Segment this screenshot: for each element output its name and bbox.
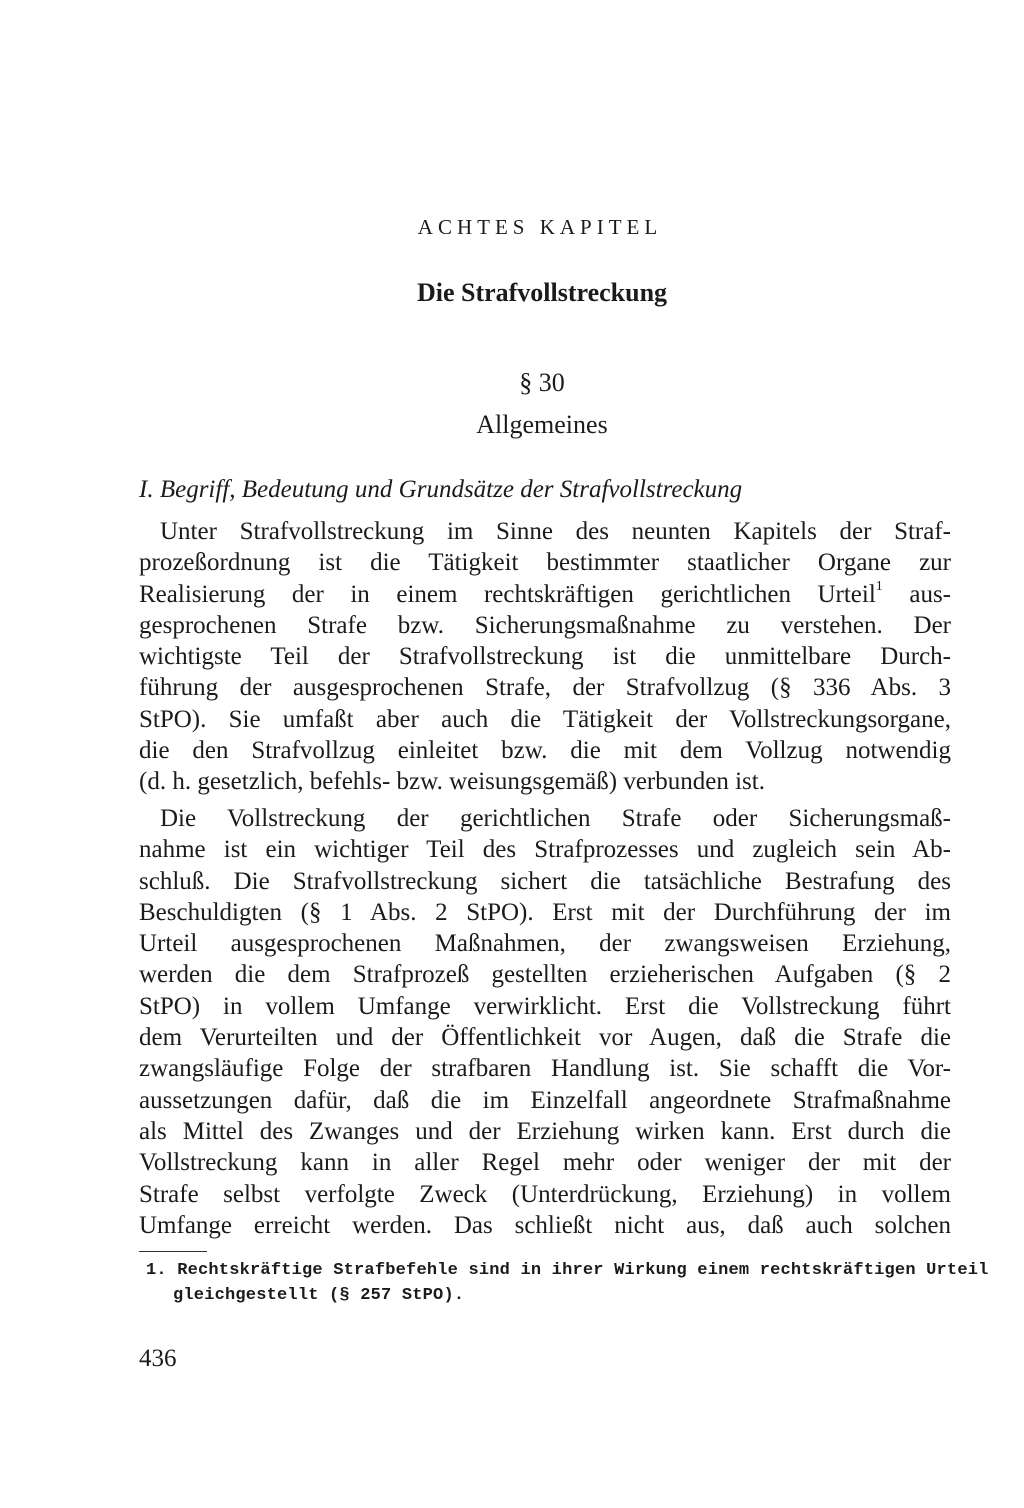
text-line: Vollstreckung kann in aller Regel mehr oder weniger der mit der bbox=[139, 1149, 951, 1177]
text-line: als Mittel des Zwanges und der Erziehung wirken kann. Erst durch die bbox=[139, 1117, 951, 1145]
text-line: wichtigste Teil der Strafvollstreckung ist die unmittelbare Durch- bbox=[139, 643, 951, 671]
text-line: Strafe selbst verfolgte Zweck (Unterdrückung, Erziehung) in vollem bbox=[139, 1180, 951, 1208]
footnote bbox=[146, 1258, 989, 1308]
text-line: prozeßordnung ist die Tätigkeit bestimmter staatlicher Organe zur bbox=[139, 549, 951, 577]
chapter-label: ACHTES KAPITEL bbox=[417, 215, 663, 239]
chapter-title: Die Strafvollstreckung bbox=[416, 278, 668, 307]
text-line: Umfange erreicht werden. Das schließt nicht aus, daß auch solchen bbox=[139, 1211, 951, 1239]
text-line: Urteil ausgesprochenen Maßnahmen, der zwangsweisen Erziehung, bbox=[139, 930, 951, 958]
text-line: Beschuldigten (§ 1 Abs. 2 StPO). Erst mit der Durchführung der im bbox=[139, 898, 951, 926]
text-line: Die Vollstreckung der gerichtlichen Strafe oder Sicherungsmaß- bbox=[160, 805, 951, 832]
text-line: Unter Strafvollstreckung im Sinne des neunten Kapitels der Straf- bbox=[160, 518, 951, 545]
text-line: aussetzungen dafür, daß die im Einzelfall angeordnete Strafmaßnahme bbox=[139, 1086, 951, 1114]
paragraph-1 bbox=[139, 516, 951, 798]
footnote-divider bbox=[139, 1251, 207, 1252]
paragraph-2 bbox=[139, 803, 951, 1241]
text-line: dem Verurteilten und der Öffentlichkeit vor Augen, daß die Strafe die bbox=[139, 1024, 951, 1052]
text-line: gesprochenen Strafe bzw. Sicherungsmaßnahme zu verstehen. Der bbox=[139, 611, 951, 639]
text-line: zwangsläufige Folge der strafbaren Handlung ist. Sie schafft die Vor- bbox=[139, 1055, 951, 1083]
text-fragment: Realisierung der in einem rechtskräftigen gerichtlichen Urteil bbox=[139, 580, 876, 608]
footnote-line: gleichgestellt (§ 257 StPO). bbox=[173, 1286, 465, 1305]
text-line: führung der ausgesprochenen Strafe, der Strafvollzug (§ 336 Abs. 3 bbox=[139, 674, 951, 702]
text-line: schluß. Die Strafvollstreckung sichert die tatsächliche Bestrafung des bbox=[139, 867, 951, 895]
text-line: die den Strafvollzug einleitet bzw. die mit dem Vollzug notwendig bbox=[139, 737, 951, 765]
page-number: 436 bbox=[139, 1345, 177, 1372]
footnote-reference[interactable]: 1 bbox=[875, 579, 883, 595]
text-line: nahme ist ein wichtiger Teil des Strafprozesses und zugleich sein Ab- bbox=[139, 836, 951, 864]
text-line bbox=[139, 579, 951, 610]
section-number: § 30 bbox=[519, 368, 565, 397]
text-line: StPO) in vollem Umfange verwirklicht. Erst die Vollstreckung führt bbox=[139, 992, 951, 1020]
text-line: werden die dem Strafprozeß gestellten erzieherischen Aufgaben (§ 2 bbox=[139, 961, 951, 989]
subheading: I. Begriff, Bedeutung und Grundsätze der Strafvollstreckung bbox=[139, 476, 743, 503]
text-line: StPO). Sie umfaßt aber auch die Tätigkeit der Vollstreckungsorgane, bbox=[139, 705, 951, 733]
section-title: Allgemeines bbox=[476, 410, 608, 439]
footnote-line: 1. Rechtskräftige Strafbefehle sind in ihrer Wirkung einem rechtskräftigen Urteil bbox=[146, 1261, 989, 1280]
text-line: (d. h. gesetzlich, befehls- bzw. weisungsgemäß) verbunden ist. bbox=[139, 768, 765, 796]
text-fragment: aus- bbox=[909, 580, 951, 608]
